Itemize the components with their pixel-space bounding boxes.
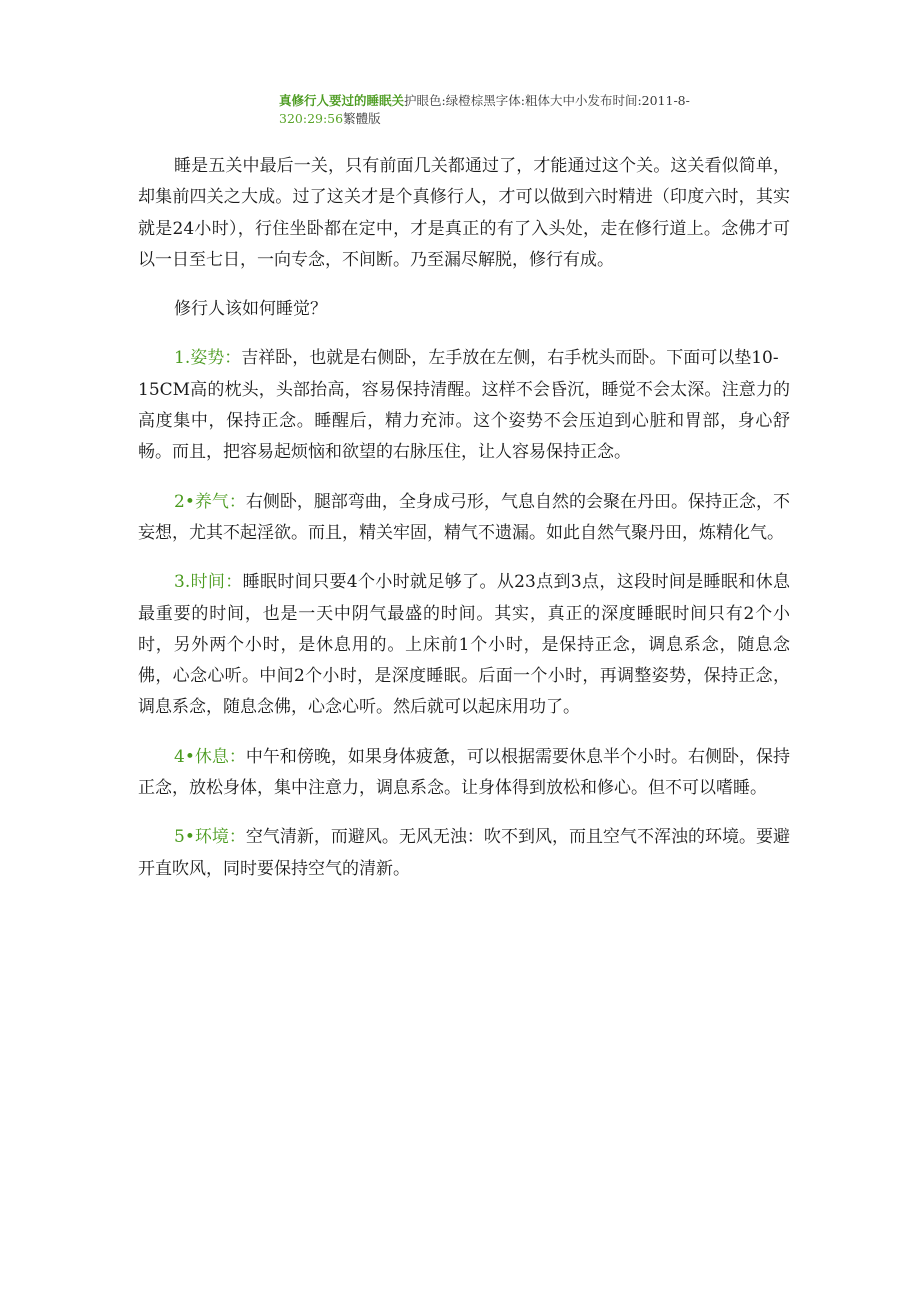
article-title[interactable]: 真修行人要过的睡眠关: [279, 93, 405, 108]
section-label: 3.时间：: [174, 572, 243, 593]
section-text: 中午和傍晚，如果身体疲惫，可以根据需要休息半个小时。右侧卧，保持正念，放松身体，集中注意力，调息系念。让身体得到放松和修心。但不可以嗜睡。: [138, 746, 791, 799]
section-label: 4•休息：: [174, 746, 246, 767]
section-time: [138, 567, 790, 723]
article-meta: 护眼色:绿橙棕黑字体:粗体大中小发布时间:2011-8-: [404, 93, 690, 108]
question-paragraph: 修行人该如何睡觉？: [174, 299, 327, 320]
section-rest: [138, 742, 790, 805]
section-label: 5•环境：: [174, 827, 246, 848]
section-qi: [138, 487, 790, 550]
article-body: [138, 151, 790, 903]
section-text-continued: 15CM高的枕头，头部抬高，容易保持清醒。这样不会昏沉，睡觉不会太深。注意力的高度集中，保持正念。睡醒后，精力充沛。这个姿势不会压迫到心脏和胃部，身心舒畅。而且，把容易起烦恼和欲望的右脉压住，让人容易保持正念。: [138, 379, 790, 463]
section-label: 1.姿势：: [174, 348, 242, 369]
intro-paragraph: 睡是五关中最后一关，只有前面几关都通过了，才能通过这个关。这关看似简单，却集前四关之大成。过了这关才是个真修行人，才可以做到六时精进（印度六时，其实就是24小时），行住坐卧都在定中，才是真正的有了入头处，走在修行道上。念佛才可以一日至七日，一向专念，不间断。乃至漏尽解脱，修行有成。: [138, 156, 790, 270]
article-publish-time: 320:29:56: [279, 111, 344, 126]
section-posture: [138, 343, 790, 468]
section-text: 睡眠时间只要4个小时就足够了。从23点到3点，这段时间是睡眠和休息最重要的时间，也是一天中阴气最盛的时间。其实，真正的深度睡眠时间只有2个小时，另外两个小时，是休息用的。上床前1个小时，是保持正念，调息系念，随息念佛，心念心听。中间2个小时，是深度睡眠。后面一个小时，再调整姿势，保持正念，调息系念，随息念佛，心念心听。然后就可以起床用功了。: [138, 572, 790, 718]
section-text: 吉祥卧，也就是右侧卧，左手放在左侧，右手枕头而卧。下面可以垫10-: [241, 348, 779, 369]
traditional-chinese-link[interactable]: 繁體版: [343, 111, 381, 126]
article-header: [279, 92, 749, 128]
section-text: 空气清新，而避风。无风无浊：吹不到风，而且空气不浑浊的环境。要避开直吹风，同时要保持空气的清新。: [138, 827, 791, 879]
section-label: 2•养气：: [174, 491, 246, 512]
section-environment: [138, 822, 790, 885]
section-text: 右侧卧，腿部弯曲，全身成弓形，气息自然的会聚在丹田。保持正念，不妄想，尤其不起淫欲。而且，精关牢固，精气不遗漏。如此自然气聚丹田，炼精化气。: [138, 491, 791, 543]
